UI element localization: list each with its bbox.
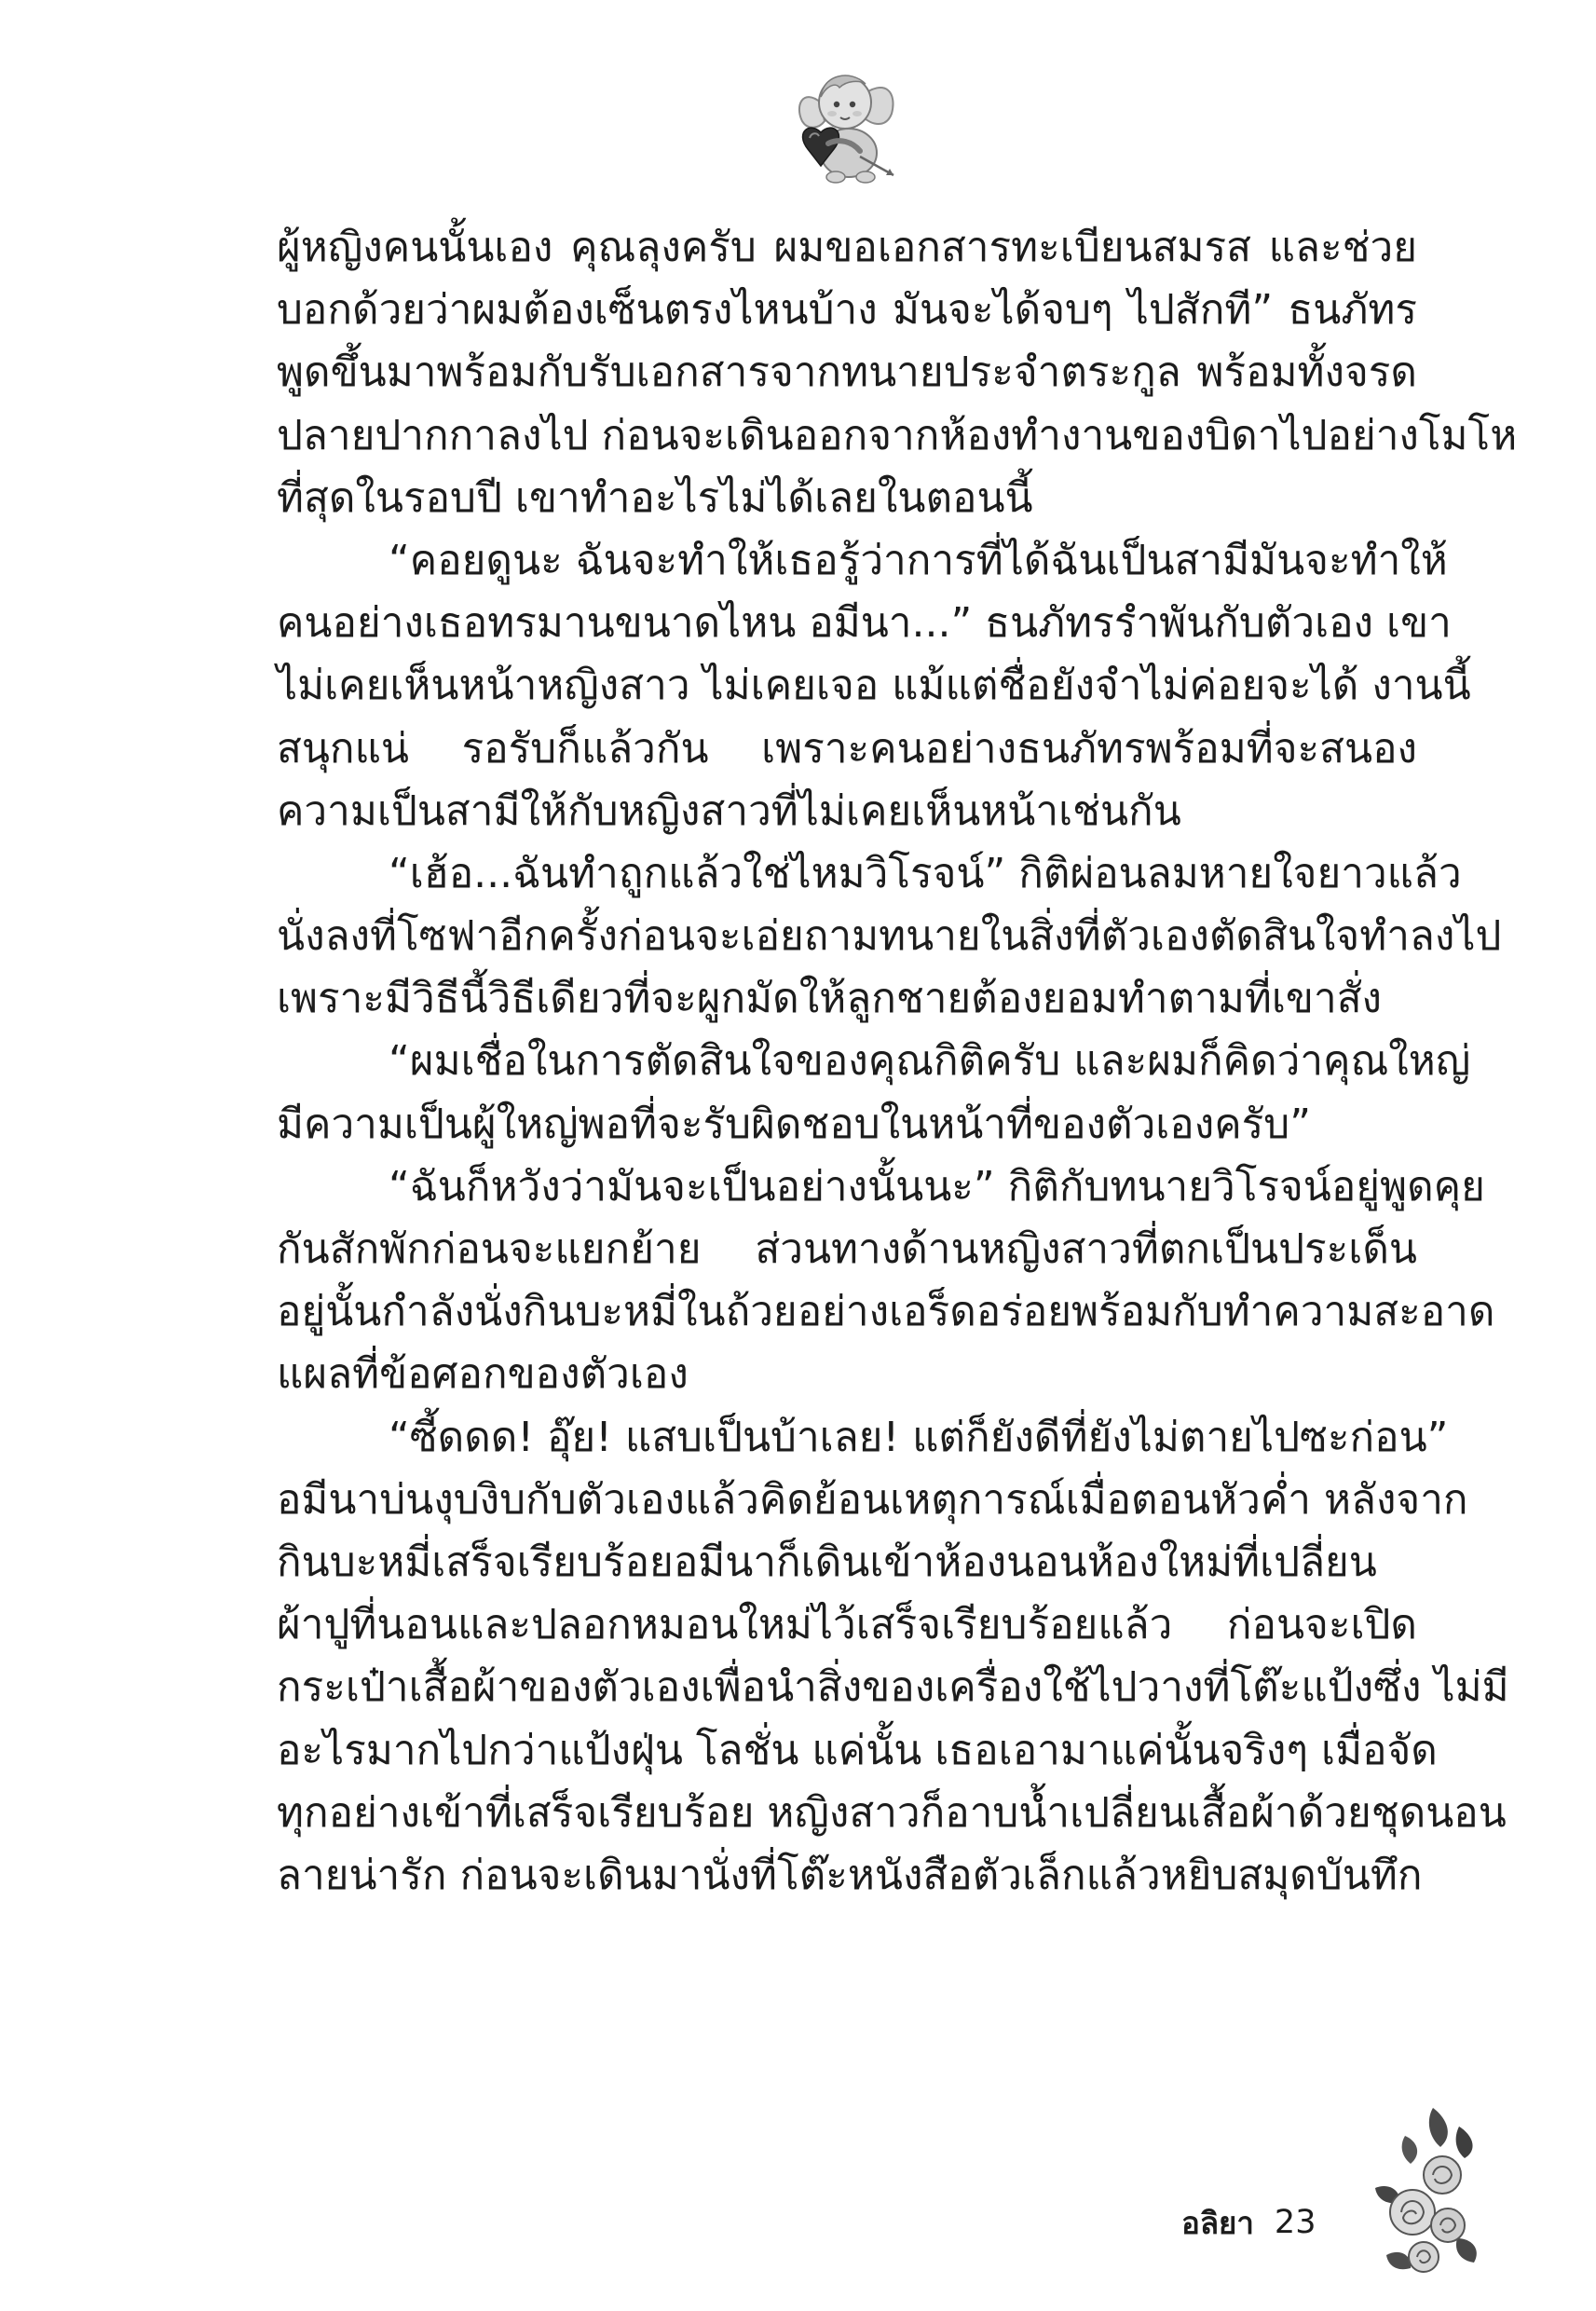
paragraph <box>277 1156 1495 1406</box>
paragraph <box>277 842 1502 1031</box>
text-line: พูดขึ้นมาพร้อมกับรับเอกสารจากทนายประจำตระกูล พร้อมทั้งจรด <box>277 349 1417 397</box>
text-line: “คอยดูนะ ฉันจะทำให้เธอรู้ว่าการที่ได้ฉันเป็นสามีมันจะทำให้ <box>389 536 1448 584</box>
text-line: บอกด้วยว่าผมต้องเซ็นตรงไหนบ้าง มันจะได้จบๆ ไปสักที” ธนภัทร <box>277 286 1417 335</box>
text-line: แผลที่ข้อศอกของตัวเอง <box>277 1350 689 1399</box>
text-line: ปลายปากกาลงไป ก่อนจะเดินออกจากห้องทำงานของบิดาไปอย่างโมโห <box>277 411 1518 459</box>
text-line: กระเป๋าเสื้อผ้าของตัวเองเพื่อนำสิ่งของเครื่องใช้ไปวางที่โต๊ะแป้งซึ่ง ไม่มี <box>277 1663 1509 1712</box>
text-line: คนอย่างเธอทรมานขนาดไหน อมีนา...” ธนภัทรรำพันกับตัวเอง เขา <box>277 599 1452 648</box>
text-line: กินบะหมี่เสร็จเรียบร้อยอมีนาก็เดินเข้าห้องนอนห้องใหม่ที่เปลี่ยน <box>277 1538 1377 1586</box>
text-line: “ผมเชื่อในการตัดสินใจของคุณกิติครับ และผมก็คิดว่าคุณใหญ่ <box>389 1037 1471 1086</box>
body-text <box>277 216 1518 1907</box>
text-line: เพราะมีวิธีนี้วิธีเดียวที่จะผูกมัดให้ลูกชายต้องยอมทำตามที่เขาสั่ง <box>277 975 1383 1023</box>
page-number: 23 <box>1274 2204 1316 2241</box>
page-footer <box>1181 2195 1316 2250</box>
text-line: ไม่เคยเห็นหน้าหญิงสาว ไม่เคยเจอ แม้แต่ชื่อยังจำไม่ค่อยจะได้ งานนี้ <box>277 662 1471 710</box>
text-line: ทุกอย่างเข้าที่เสร็จเรียบร้อย หญิงสาวก็อาบน้ำเปลี่ยนเสื้อผ้าด้วยชุดนอน <box>277 1788 1507 1837</box>
text-line: มีความเป็นผู้ใหญ่พอที่จะรับผิดชอบในหน้าที่ของตัวเองครับ” <box>277 1100 1312 1148</box>
book-title: อลิยา <box>1181 2204 1254 2241</box>
rose-cluster-icon <box>1368 2099 1483 2281</box>
text-line: ที่สุดในรอบปี เขาทำอะไรไม่ได้เลยในตอนนี้ <box>277 473 1033 522</box>
text-line: กันสักพักก่อนจะแยกย้าย ส่วนทางด้านหญิงสาวที่ตกเป็นประเด็น <box>277 1225 1417 1273</box>
text-line: “เฮ้อ...ฉันทำถูกแล้วใช่ไหมวิโรจน์” กิติผ่อนลมหายใจยาวแล้ว <box>389 849 1462 897</box>
text-line: “ฉันก็หวังว่ามันจะเป็นอย่างนั้นนะ” กิติกับทนายวิโรจน์อยู่พูดคุย <box>389 1162 1485 1210</box>
cherub-with-heart-icon <box>795 60 899 190</box>
text-line: อยู่นั้นกำลังนั่งกินบะหมี่ในถ้วยอย่างเอร็ดอร่อยพร้อมกับทำความสะอาด <box>277 1288 1495 1336</box>
text-line: นั่งลงที่โซฟาอีกครั้งก่อนจะเอ่ยถามทนายในสิ่งที่ตัวเองตัดสินใจทำลงไป <box>277 912 1502 961</box>
text-line: “ซี้ดดด! อุ๊ย! แสบเป็นบ้าเลย! แต่ก็ยังดีที่ยังไม่ตายไปซะก่อน” <box>389 1413 1449 1461</box>
text-line: อะไรมากไปกว่าแป้งฝุ่น โลชั่น แค่นั้น เธอเอามาแค่นั้นจริงๆ เมื่อจัด <box>277 1726 1438 1774</box>
text-line: ความเป็นสามีให้กับหญิงสาวที่ไม่เคยเห็นหน้าเช่นกัน <box>277 786 1181 835</box>
text-line: ผ้าปูที่นอนและปลอกหมอนใหม่ไว้เสร็จเรียบร้อยแล้ว ก่อนจะเปิด <box>277 1601 1417 1649</box>
paragraph <box>277 1406 1509 1908</box>
paragraph <box>277 216 1518 529</box>
text-line: ผู้หญิงคนนั้นเอง คุณลุงครับ ผมขอเอกสารทะเบียนสมรส และช่วย <box>277 224 1417 271</box>
text-line: อมีนาบ่นงุบงิบกับตัวเองแล้วคิดย้อนเหตุการณ์เมื่อตอนหัวค่ำ หลังจาก <box>277 1475 1468 1524</box>
paragraph <box>277 529 1471 842</box>
text-line: ลายน่ารัก ก่อนจะเดินมานั่งที่โต๊ะหนังสือตัวเล็กแล้วหยิบสมุดบันทึก <box>277 1851 1423 1899</box>
text-line: สนุกแน่ รอรับก็แล้วกัน เพราะคนอย่างธนภัทรพร้อมที่จะสนอง <box>277 724 1417 773</box>
paragraph <box>277 1030 1471 1155</box>
